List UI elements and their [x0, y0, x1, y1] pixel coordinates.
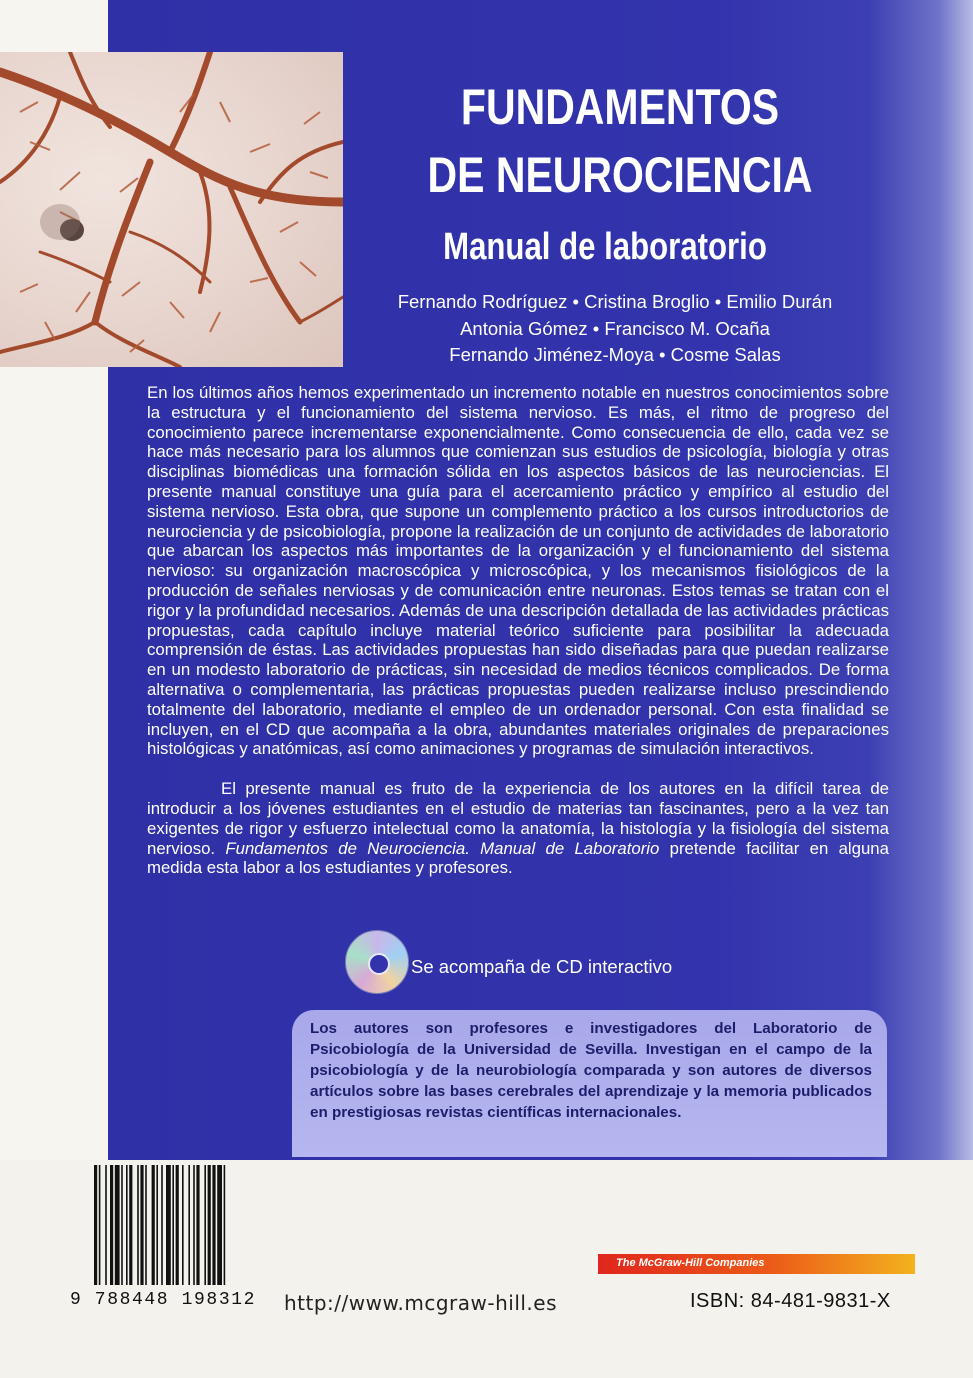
- barcode-bar: [152, 1165, 155, 1285]
- neuron-micrograph: [0, 52, 343, 367]
- paragraph2-text-start: El presente manual es fruto de la experiencia de los autores en la difícil tarea de introducir a los jóvenes estudiantes en el estudio de materias tan fascinantes, pero a la vez tan exigentes de rigor y esfuerzo intelectual como la anatomía, la histología y la fisiología del sistema nervioso.: [147, 779, 889, 858]
- barcode-bar: [204, 1165, 206, 1285]
- author-line: Fernando Jiménez-Moya • Cosme Salas: [449, 344, 781, 365]
- barcode-bar: [129, 1165, 132, 1285]
- publisher-logo: The McGraw-Hill Companies: [616, 1257, 765, 1269]
- authors-info-text: Los autores son profesores e investigadores del Laboratorio de Psicobiología de la Universidad de Sevilla. Investigan en el campo de la psicobiología y de la neurobiología comparada y son autores de diversos artículos sobre las bases cerebrales del aprendizaje y la memoria publicados en prestigiosas revistas científicas internacionales.: [310, 1020, 872, 1121]
- barcode-bar: [212, 1165, 215, 1285]
- barcode-bar: [145, 1165, 147, 1285]
- barcode-bar: [94, 1165, 97, 1285]
- description-paragraph-1: En los últimos años hemos experimentado un incremento notable en nuestros conocimientos sobre la estructura y el funcionamiento del sistema nervioso. Es más, el ritmo de progreso del conocimiento parece incrementarse exponencialmente. Como consecuencia de ello, cada vez se hace más necesario para los alumnos que comienzan sus estudios de psicología, biología y otras disciplinas biomédicas una formación sólida en los aspectos básicos de las neurociencias. El presente manual constituye una guía para el acercamiento práctico y empírico al estudio del sistema nervioso. Esta obra, que supone un complemento práctico a los cursos introductorios de neurociencia y de psicobiología, propone la realización de un conjunto de actividades de laboratorio que abarcan los aspectos más importantes de la organización y el funcionamiento del sistema nervioso: su organización macroscópica y microscópica, y los mecanismos fisiológicos de la producción de señales nerviosas y de comunicación entre neuronas. Estos temas se tratan con el rigor y la profundidad necesarios. Además de una descripción detallada de las actividades prácticas propuestas, cada capítulo incluye material teórico suficiente para posibilitar la adecuada comprensión de éstas. Las actividades propuestas han sido diseñadas para que puedan realizarse en un modesto laboratorio de prácticas, sin necesidad de medios técnicos complicados. De forma alternativa o complementaria, las prácticas propuestas pueden realizarse incluso prescindiendo totalmente del laboratorio, mediante el empleo de un ordenador personal. Con esta finalidad se incluyen, en el CD que acompaña a la obra, abundantes materiales originales de preparaciones histológicas y anatómicas, así como animaciones y programas de simulación interactivos.: [147, 383, 889, 759]
- barcode-bar: [172, 1165, 174, 1285]
- description-paragraph-2: [147, 779, 889, 878]
- barcode-bar: [208, 1165, 211, 1285]
- barcode-bar: [156, 1165, 158, 1285]
- barcode-bar: [193, 1165, 195, 1285]
- barcode-bar: [182, 1165, 184, 1285]
- book-subtitle: Manual de laboratorio: [443, 226, 767, 268]
- barcode-bar: [166, 1165, 171, 1285]
- barcode-bar: [196, 1165, 199, 1285]
- cd-notice: Se acompaña de CD interactivo: [411, 956, 673, 977]
- barcode-bar: [115, 1165, 120, 1285]
- paragraph2-text-end: pretende facilitar en alguna medida esta labor a los estudiantes y profesores.: [147, 838, 889, 878]
- barcode-bar: [161, 1165, 163, 1285]
- author-line: Antonia Gómez • Francisco M. Ocaña: [460, 317, 770, 339]
- barcode-bar: [121, 1165, 123, 1285]
- book-description: [147, 383, 889, 878]
- barcode-bar: [224, 1165, 226, 1285]
- barcode-bar: [140, 1165, 143, 1285]
- barcode-digits: 9 788448 198312: [70, 1290, 257, 1310]
- book-title-italic: Fundamentos de Neurociencia. Manual de Laboratorio: [225, 838, 660, 858]
- barcode-bar: [110, 1165, 113, 1285]
- author-list: [345, 289, 885, 369]
- book-title-line1: FUNDAMENTOS: [460, 79, 780, 135]
- barcode-bar: [188, 1165, 190, 1285]
- barcode-bar: [176, 1165, 179, 1285]
- barcode-bar: [126, 1165, 128, 1285]
- publisher-url: http://www.mcgraw-hill.es: [284, 1291, 558, 1315]
- book-title-line2: DE NEUROCIENCIA: [427, 147, 813, 203]
- author-line: Fernando Rodríguez • Cristina Broglio • Emilio Durán: [397, 291, 833, 312]
- barcode: [94, 1165, 268, 1285]
- barcode-bar: [99, 1165, 101, 1285]
- cd-icon: [345, 930, 409, 994]
- barcode-bar: [105, 1165, 107, 1285]
- barcode-bar: [137, 1165, 139, 1285]
- isbn: ISBN: 84-481-9831-X: [690, 1290, 891, 1312]
- barcode-bar: [217, 1165, 222, 1285]
